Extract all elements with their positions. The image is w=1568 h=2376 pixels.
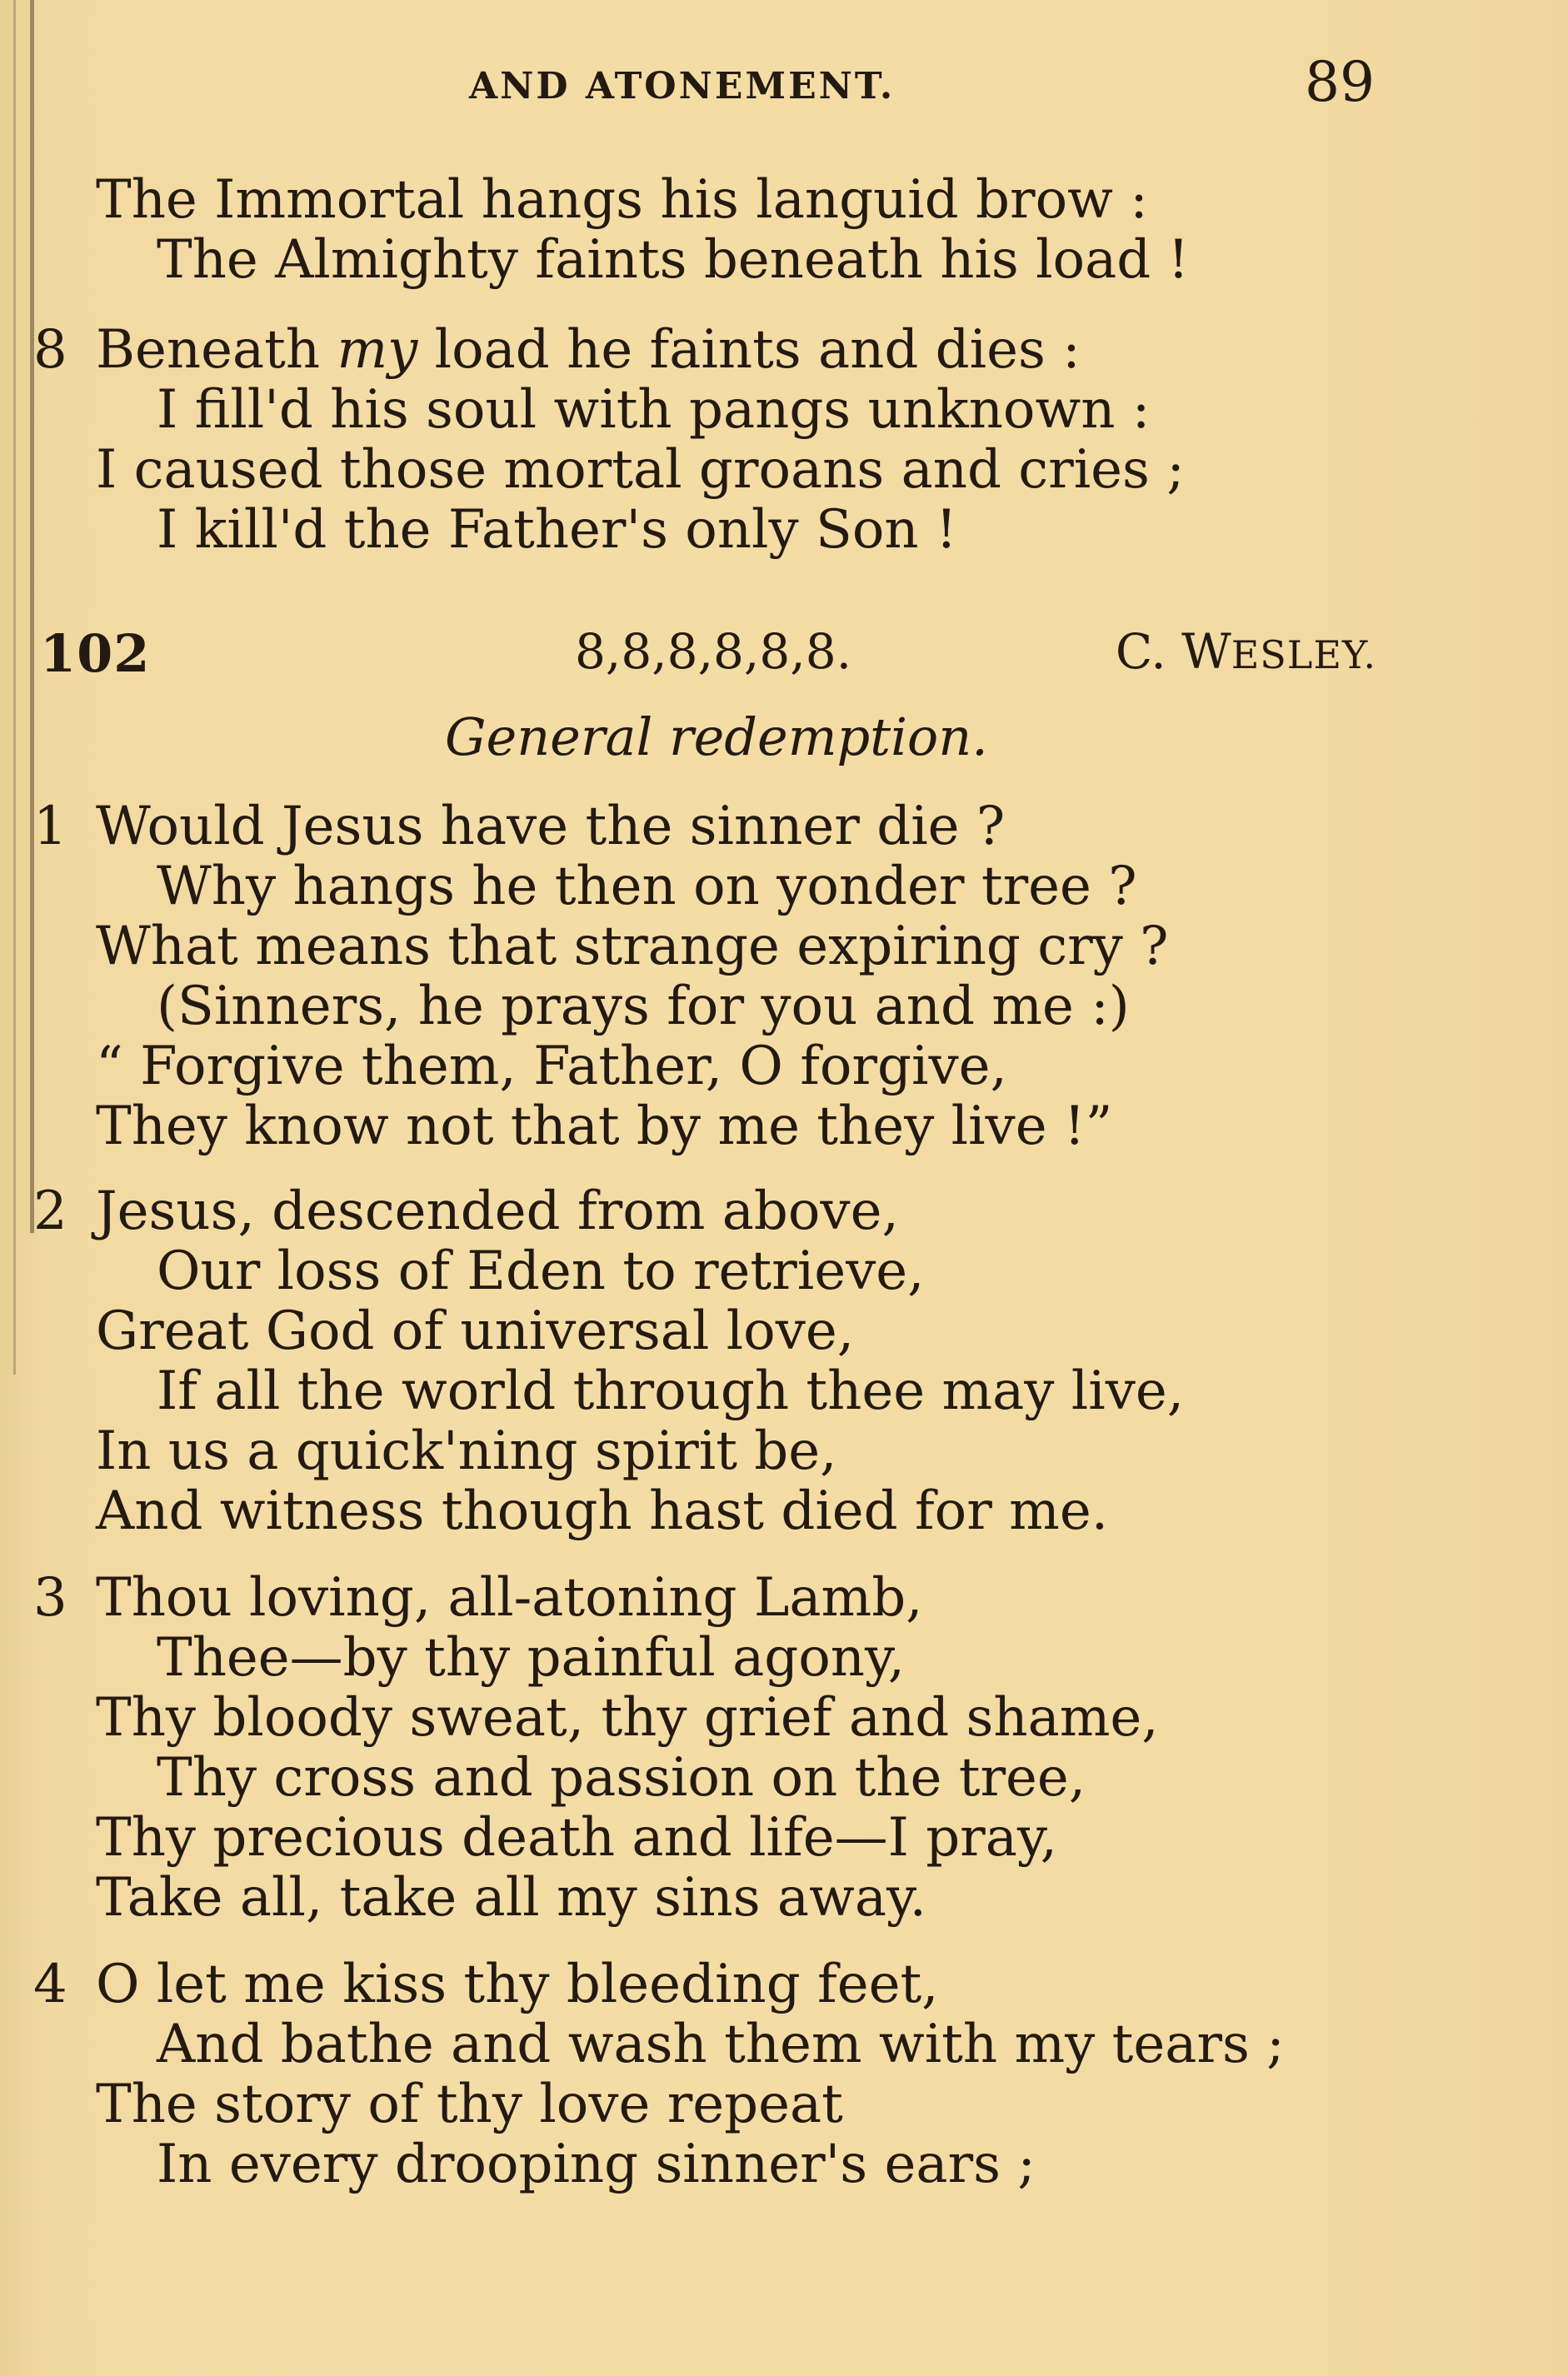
verse-line: I fill'd his soul with pangs unknown : (157, 379, 1151, 441)
stanza-number: 2 (33, 1181, 67, 1242)
author-initial: C. W (1115, 623, 1231, 680)
verse-line: The Almighty faints beneath his load ! (157, 229, 1190, 291)
stanza-number: 1 (33, 796, 67, 857)
verse-text: load he faints and dies : (417, 319, 1081, 381)
verse-line: In every drooping sinner's ears ; (157, 2134, 1036, 2195)
running-head (0, 50, 1568, 117)
verse-line: Jesus, descended from above, (96, 1181, 899, 1242)
verse-line: The Immortal hangs his languid brow : (96, 169, 1148, 231)
stanza-number: 8 (33, 319, 67, 381)
hymn-author (1116, 623, 1376, 680)
emphasis-word: my (337, 319, 418, 381)
verse-line: Thy bloody sweat, thy grief and shame, (96, 1687, 1159, 1749)
verse-line: In us a quick'ning spirit be, (96, 1420, 837, 1482)
stanza-number: 4 (33, 1954, 67, 2015)
verse-line (96, 320, 1081, 380)
verse-line: Great God of universal love, (96, 1300, 855, 1362)
verse-line: Why hangs he then on yonder tree ? (157, 856, 1137, 917)
verse-line: I caused those mortal groans and cries ; (96, 439, 1185, 501)
stanza-number: 3 (33, 1567, 67, 1629)
verse-line: They know not that by me they live !” (96, 1096, 1113, 1157)
verse-line: “ Forgive them, Father, O forgive, (96, 1036, 1007, 1097)
verse-line: The story of thy love repeat (96, 2074, 843, 2135)
author-surname: ESLEY. (1231, 632, 1376, 677)
verse-line: If all the world through thee may live, (157, 1360, 1185, 1422)
hymn-header (0, 623, 1568, 690)
verse-line: O let me kiss thy bleeding feet, (96, 1954, 939, 2015)
verse-line: Thou loving, all-atoning Lamb, (96, 1567, 923, 1629)
verse-line: Would Jesus have the sinner die ? (96, 796, 1006, 857)
verse-line: What means that strange expiring cry ? (96, 916, 1169, 977)
verse-line: Take all, take all my sins away. (96, 1867, 926, 1929)
verse-line: And bathe and wash them with my tears ; (157, 2014, 1285, 2075)
verse-line: Thy precious death and life—I pray, (96, 1807, 1057, 1869)
verse-line: Our loss of Eden to retrieve, (157, 1240, 925, 1302)
verse-text: Beneath (96, 319, 337, 381)
verse-line: Thee—by thy painful agony, (157, 1627, 905, 1689)
hymn-meter: 8,8,8,8,8,8. (575, 623, 852, 680)
hymn-subtitle: General redemption. (445, 706, 988, 767)
hymn-number: 102 (40, 623, 151, 684)
verse-line: I kill'd the Father's only Son ! (157, 499, 957, 561)
running-title: AND ATONEMENT. (469, 65, 896, 107)
verse-line: And witness though hast died for me. (96, 1480, 1109, 1542)
verse-line: Thy cross and passion on the tree, (157, 1747, 1086, 1809)
page-number: 89 (1305, 50, 1375, 114)
verse-line: (Sinners, he prays for you and me :) (157, 976, 1130, 1037)
binding-shadow (30, 0, 34, 1233)
